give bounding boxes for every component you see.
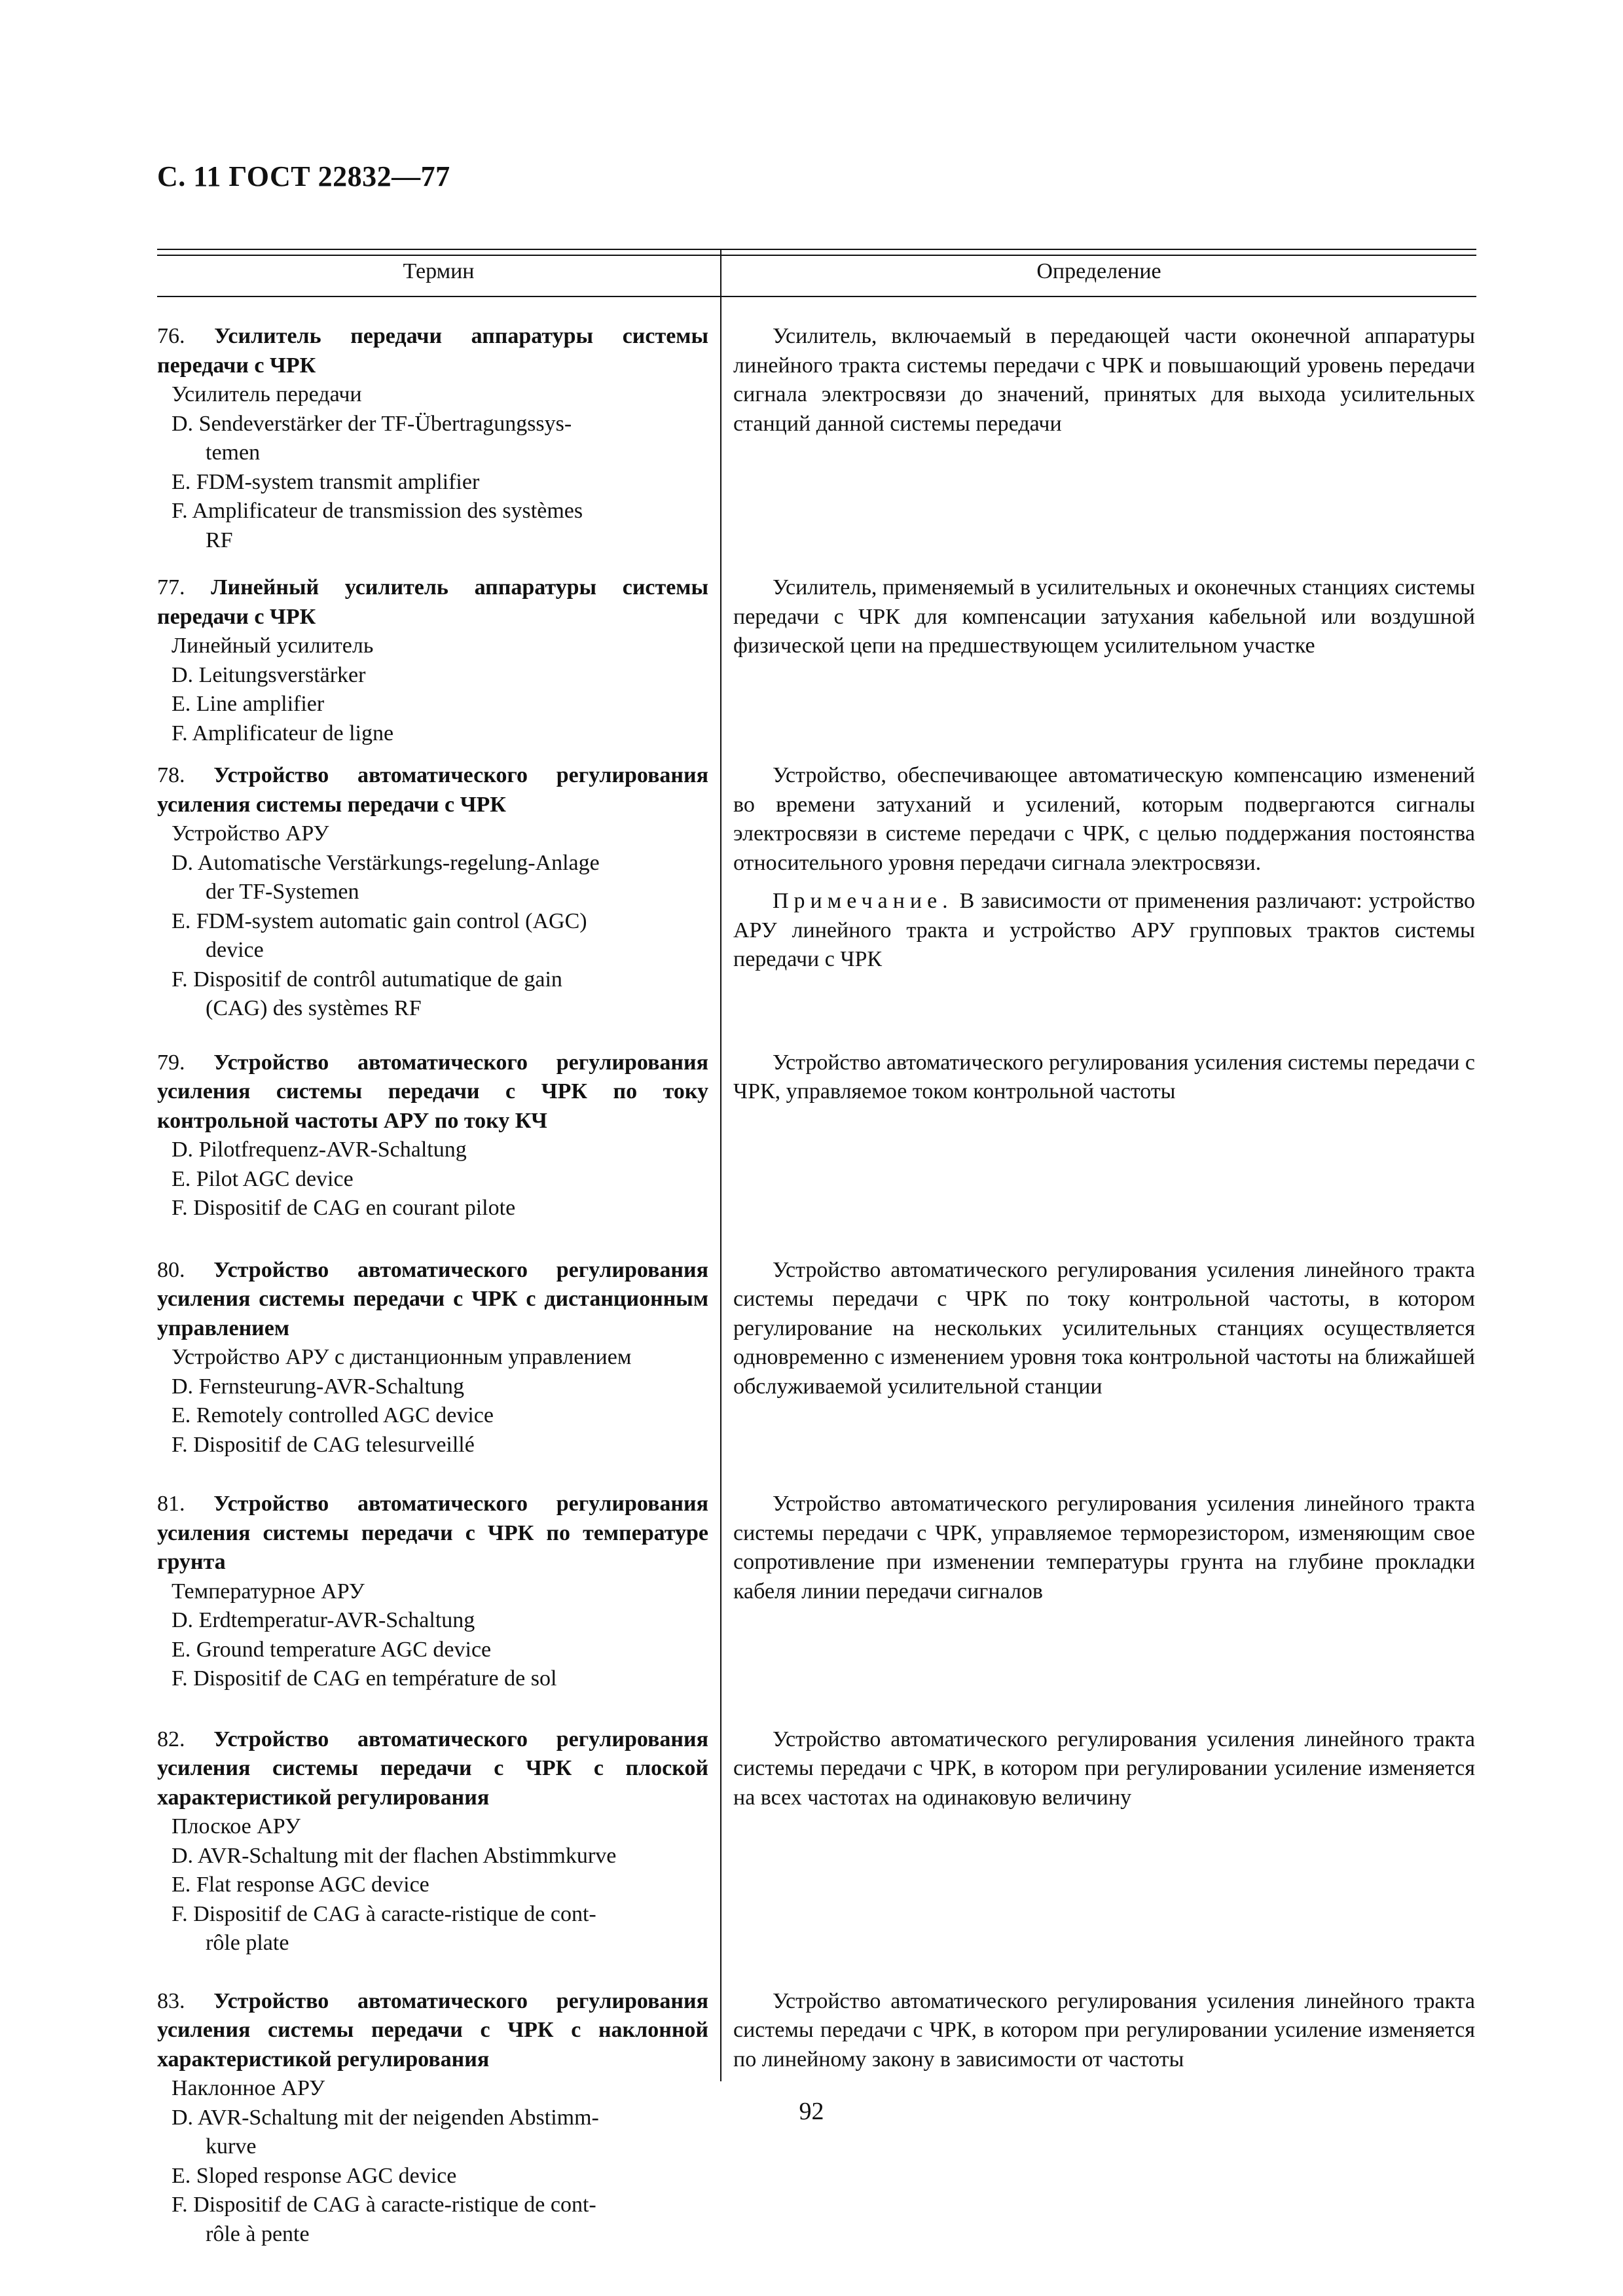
foreign-equivalent — [157, 1900, 708, 1958]
foreign-equivalent — [157, 1136, 708, 1165]
language-tag: E. — [172, 692, 191, 716]
term-title — [157, 573, 708, 632]
foreign-term: AVR-Schaltung mit der neigenden Abstimm- — [197, 2105, 599, 2130]
term-number: 78. — [157, 763, 185, 787]
table-row — [157, 1049, 1476, 1223]
language-tag: D. — [172, 662, 194, 687]
term-number: 76. — [157, 324, 185, 348]
table-row — [157, 1490, 1476, 1694]
foreign-term: AVR-Schaltung mit der flachen Abstimmkurve — [197, 1843, 617, 1868]
foreign-term-continued: kurve — [206, 2134, 257, 2159]
term-name: Устройство автоматического регулирования усиления системы передачи с ЧРК с дистанционным управлением — [157, 1257, 708, 1340]
language-tag: E. — [172, 2163, 191, 2188]
language-tag: D. — [172, 1608, 194, 1632]
language-tag: F. — [172, 721, 188, 745]
definition-text: Усилитель, применяемый в усилительных и оконечных станциях системы передачи с ЧРК для компенсации затухания кабельной или воздушной физической цепи на предшествующем усилительном участке — [733, 575, 1475, 658]
term-short-form: Устройство АРУ — [172, 821, 329, 846]
term-short-form: Устройство АРУ с дистанционным управлением — [172, 1345, 632, 1369]
foreign-term: Dispositif de CAG à caracte-ristique de cont- — [193, 1901, 596, 1926]
term-cell — [157, 1049, 720, 1223]
term-name: Устройство автоматического регулирования усиления системы передачи с ЧРК по температуре грунта — [157, 1492, 708, 1574]
language-tag: F. — [172, 499, 188, 523]
term-short-form: Усилитель передачи — [172, 382, 362, 406]
language-tag: D. — [172, 850, 194, 875]
note-label: Примечание. — [773, 889, 953, 913]
language-tag: F. — [172, 1666, 188, 1691]
term-number: 81. — [157, 1492, 185, 1516]
foreign-equivalent — [157, 719, 708, 749]
definition-cell — [720, 1049, 1475, 1223]
table-row — [157, 322, 1476, 555]
foreign-term: Dispositif de CAG en courant pilote — [193, 1196, 516, 1220]
language-tag: D. — [172, 1138, 194, 1162]
foreign-term: Dispositif de CAG telesurveillé — [193, 1432, 475, 1457]
column-header-definition: Определение — [1036, 259, 1161, 283]
table-row — [157, 573, 1476, 748]
foreign-term: Sendeverstärker der TF-Übertragungssys- — [198, 411, 572, 436]
foreign-equivalent — [157, 1372, 708, 1402]
language-tag: F. — [172, 2193, 188, 2217]
term-name: Устройство автоматического регулирования усиления системы передачи с ЧРК с наклонной характеристикой регулирования — [157, 1988, 708, 2072]
foreign-equivalent — [157, 849, 708, 907]
foreign-term: Flat response AGC device — [196, 1873, 429, 1897]
language-tag: F. — [172, 1196, 188, 1220]
foreign-term: Line amplifier — [196, 692, 325, 716]
foreign-equivalent — [157, 468, 708, 497]
language-tag: D. — [172, 1374, 194, 1399]
language-tag: F. — [172, 967, 188, 992]
term-number: 80. — [157, 1257, 185, 1282]
term-name: Устройство автоматического регулирования усиления системы передачи с ЧРК по току контрольной частоты АРУ по току КЧ — [157, 1050, 708, 1133]
foreign-equivalent — [157, 1431, 708, 1460]
term-title — [157, 1049, 708, 1136]
foreign-equivalent — [157, 497, 708, 555]
foreign-term: Leitungsverstärker — [198, 662, 366, 687]
term-cell — [157, 1256, 720, 1460]
definition-cell — [720, 1256, 1475, 1460]
foreign-term: FDM-system automatic gain control (AGC) — [196, 908, 587, 933]
definition-text: Устройство, обеспечивающее автоматическую компенсацию изменений во времени затуханий и усилений, которым подвергаются сигналы электросвязи в системе передачи с ЧРК, с целью поддержания постоянства относительного уровня передачи сигнала электросвязи. — [733, 763, 1475, 875]
language-tag: E. — [172, 469, 191, 494]
foreign-term: Sloped response AGC device — [196, 2163, 457, 2188]
column-header-term: Термин — [403, 259, 475, 283]
term-cell — [157, 573, 720, 748]
foreign-equivalent — [157, 907, 708, 965]
language-tag: E. — [172, 908, 191, 933]
term-short-form: Плоское АРУ — [172, 1814, 301, 1839]
foreign-equivalent — [157, 1194, 708, 1223]
foreign-term: Pilot AGC device — [196, 1166, 354, 1191]
term-title — [157, 1987, 708, 2075]
foreign-term: Ground temperature AGC device — [196, 1637, 492, 1662]
page-header: С. 11 ГОСТ 22832—77 — [157, 160, 450, 192]
foreign-equivalent — [157, 410, 708, 468]
term-short-form: Наклонное АРУ — [172, 2076, 325, 2100]
definition-cell — [720, 573, 1475, 748]
foreign-term: Dispositif de CAG à caracte-ristique de cont- — [193, 2193, 596, 2217]
definition-cell — [720, 1725, 1475, 1958]
term-cell — [157, 1490, 720, 1694]
definition-cell — [720, 322, 1475, 555]
term-title — [157, 322, 708, 380]
term-number: 83. — [157, 1988, 185, 2013]
foreign-equivalent — [157, 1664, 708, 1694]
language-tag: E. — [172, 1166, 191, 1191]
definition-text: Устройство автоматического регулирования усиления линейного тракта системы передачи с ЧРК по току контрольной частоты, в котором регулирование на нескольких усилительных станциях осуществляется одновременно с изменением уровня тока контрольной частоты на ближайшей обслуживаемой усилительной станции — [733, 1257, 1475, 1399]
term-title — [157, 1725, 708, 1813]
foreign-equivalent — [157, 2162, 708, 2191]
foreign-equivalent — [157, 2191, 708, 2249]
foreign-equivalent — [157, 1871, 708, 1900]
language-tag: E. — [172, 1873, 191, 1897]
language-tag: D. — [172, 1843, 194, 1868]
foreign-equivalent — [157, 661, 708, 691]
foreign-term: Fernsteurung-AVR-Schaltung — [198, 1374, 465, 1399]
term-short-form: Температурное АРУ — [172, 1579, 365, 1604]
term-name: Устройство автоматического регулирования усиления системы передачи с ЧРК с плоской характеристикой регулирования — [157, 1727, 708, 1810]
entries-list — [157, 304, 1476, 2249]
definition-text: Устройство автоматического регулирования усиления линейного тракта системы передачи с ЧРК, в котором при регулировании усиление изменяется на всех частотах на одинаковую величину — [733, 1727, 1475, 1810]
foreign-term: Dispositif de contrôl autumatique de gain — [193, 967, 562, 992]
language-tag: E. — [172, 1403, 191, 1427]
foreign-equivalent — [157, 1606, 708, 1636]
table-row — [157, 761, 1476, 1024]
term-title — [157, 1256, 708, 1344]
definition-text: Усилитель, включаемый в передающей части оконечной аппаратуры линейного тракта системы передачи с ЧРК и повышающий уровень передачи сигнала электросвязи до значений, принятых для выхода усилительных станций данной системы передачи — [733, 324, 1475, 436]
foreign-term-continued: rôle plate — [206, 1931, 289, 1955]
table-row — [157, 1725, 1476, 1958]
language-tag: F. — [172, 1432, 188, 1457]
term-cell — [157, 1725, 720, 1958]
definition-text: Устройство автоматического регулирования усиления системы передачи с ЧРК, управляемое током контрольной частоты — [733, 1050, 1475, 1103]
foreign-term-continued: temen — [206, 440, 261, 465]
foreign-term-continued: der TF-Systemen — [206, 880, 359, 904]
foreign-term-continued: device — [206, 938, 264, 962]
language-tag: E. — [172, 1637, 191, 1662]
foreign-term: Remotely controlled AGC device — [196, 1403, 494, 1427]
term-title — [157, 1490, 708, 1577]
foreign-equivalent — [157, 1636, 708, 1665]
foreign-term: FDM-system transmit amplifier — [196, 469, 480, 494]
language-tag: D. — [172, 411, 194, 436]
table-top-rule — [157, 249, 1476, 256]
term-cell — [157, 761, 720, 1024]
term-name: Устройство автоматического регулирования усиления системы передачи с ЧРК — [157, 763, 708, 817]
foreign-equivalent — [157, 1401, 708, 1431]
foreign-equivalent — [157, 1165, 708, 1194]
note-text: В зависимости от применения различают: устройство АРУ линейного тракта и устройство АРУ групповых трактов системы передачи с ЧРК — [733, 889, 1475, 971]
foreign-term-continued: rôle à pente — [206, 2221, 310, 2246]
term-number: 82. — [157, 1727, 185, 1751]
foreign-term: Amplificateur de ligne — [192, 721, 394, 745]
term-title — [157, 761, 708, 819]
foreign-equivalent — [157, 965, 708, 1024]
foreign-term-continued: RF — [206, 528, 233, 552]
foreign-equivalent — [157, 1842, 708, 1871]
definition-note — [733, 887, 1475, 975]
language-tag: F. — [172, 1901, 188, 1926]
definition-text: Устройство автоматического регулирования усиления линейного тракта системы передачи с ЧРК, в котором при регулировании усиление изменяется по линейному закону в зависимости от частоты — [733, 1988, 1475, 2072]
term-number: 77. — [157, 575, 185, 600]
foreign-equivalent — [157, 690, 708, 719]
table-header-rule — [157, 296, 1476, 297]
foreign-term: Erdtemperatur-AVR-Schaltung — [198, 1608, 475, 1632]
foreign-term-continued: (CAG) des systèmes RF — [206, 996, 422, 1020]
definition-cell — [720, 1490, 1475, 1694]
foreign-term: Dispositif de CAG en température de sol — [193, 1666, 557, 1691]
language-tag: D. — [172, 2105, 194, 2130]
page-number: 92 — [799, 2098, 824, 2125]
foreign-term: Pilotfrequenz-AVR-Schaltung — [198, 1138, 467, 1162]
definition-text: Устройство автоматического регулирования усиления линейного тракта системы передачи с ЧРК, управляемое терморезистором, изменяющим свое сопротивление при изменении температуры грунта на глубине прокладки кабеля линии передачи сигналов — [733, 1492, 1475, 1604]
term-number: 79. — [157, 1050, 185, 1075]
term-name: Линейный усилитель аппаратуры системы передачи с ЧРК — [157, 575, 708, 629]
definition-cell — [720, 761, 1475, 1024]
term-cell — [157, 322, 720, 555]
term-short-form: Линейный усилитель — [172, 634, 374, 658]
foreign-term: Amplificateur de transmission des systèmes — [192, 499, 583, 523]
table-row — [157, 1256, 1476, 1460]
foreign-term: Automatische Verstärkungs-regelung-Anlage — [197, 850, 600, 875]
term-name: Усилитель передачи аппаратуры системы передачи с ЧРК — [157, 324, 708, 378]
